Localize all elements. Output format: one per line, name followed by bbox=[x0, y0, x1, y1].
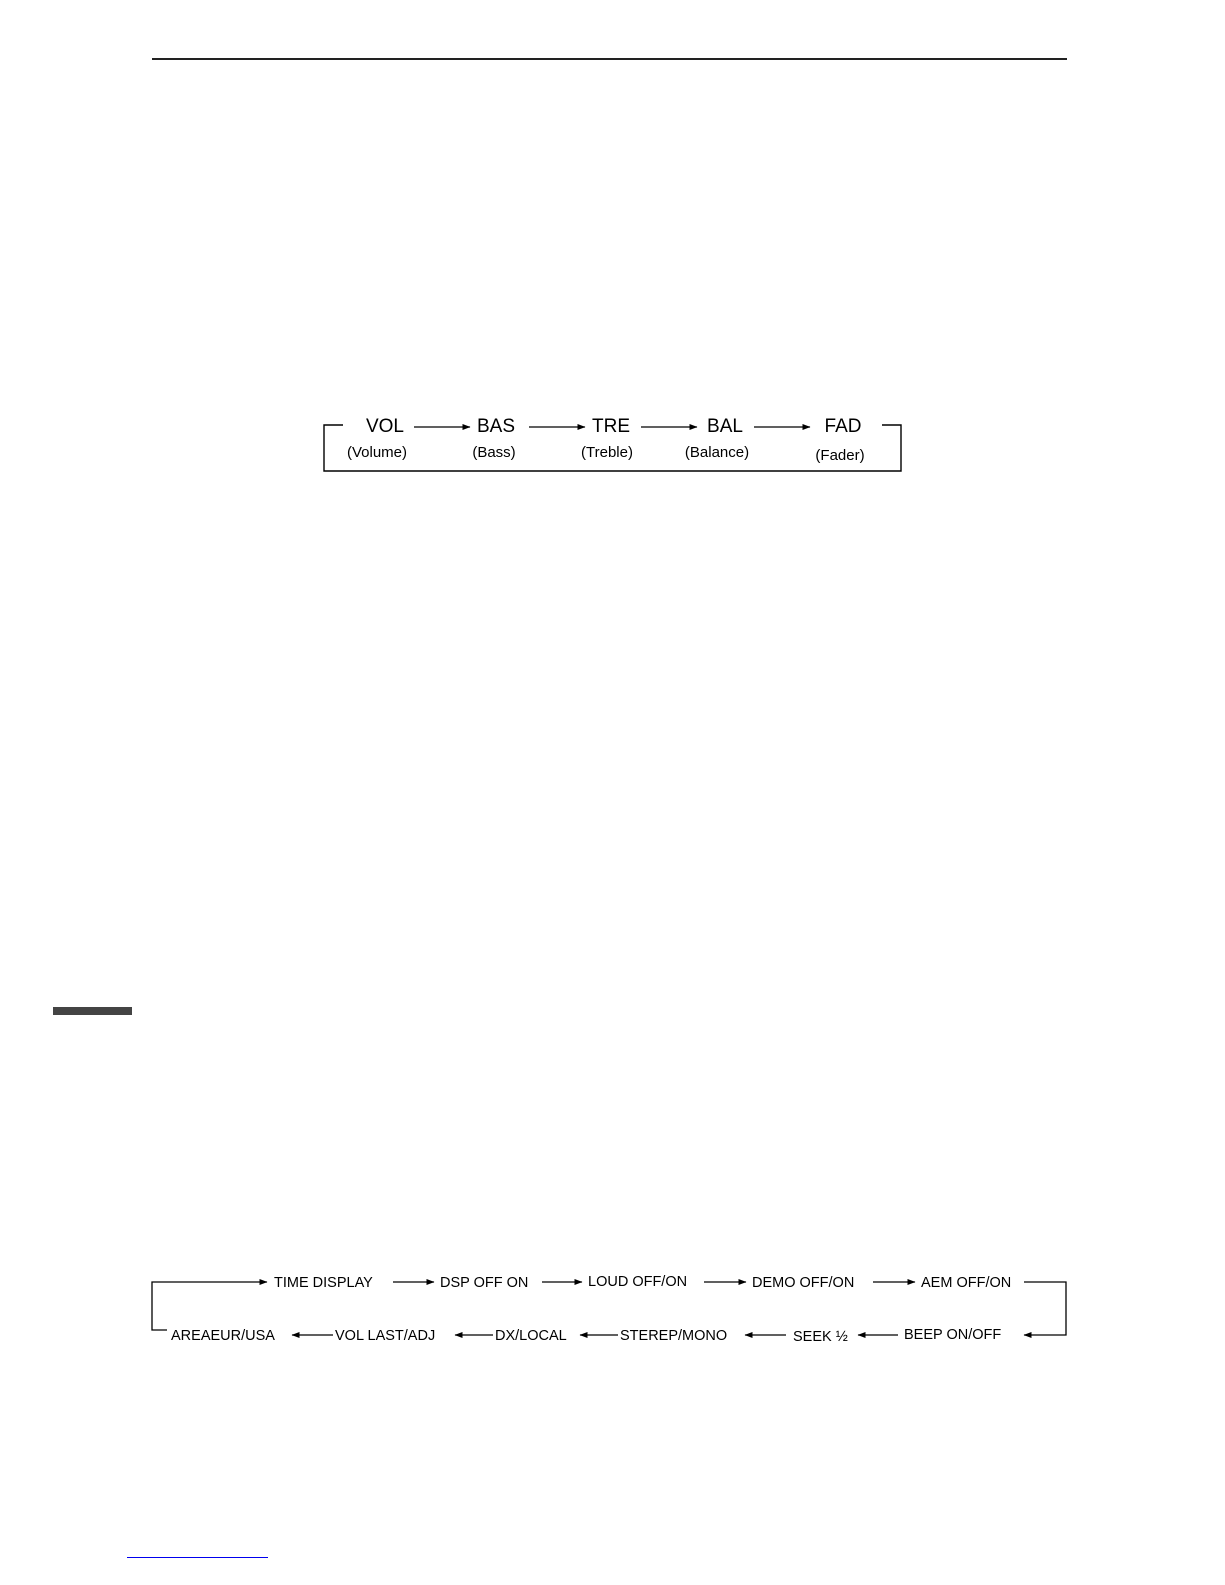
audio-step-abbr: FAD bbox=[824, 416, 862, 437]
setup-step: AREAEUR/USA bbox=[171, 1328, 275, 1344]
setup-step: VOL LAST/ADJ bbox=[335, 1328, 436, 1344]
audio-step-full: (Fader) bbox=[815, 447, 865, 464]
audio-cycle-diagram bbox=[324, 416, 901, 471]
setup-step: STEREP/MONO bbox=[620, 1328, 728, 1344]
setup-cycle-diagram bbox=[152, 1274, 1066, 1345]
audio-step-full: (Balance) bbox=[684, 444, 750, 461]
setup-step: DX/LOCAL bbox=[495, 1328, 567, 1344]
audio-step-abbr: BAS bbox=[476, 416, 516, 437]
setup-step: AEM OFF/ON bbox=[921, 1275, 1012, 1291]
setup-step: DSP OFF ON bbox=[440, 1275, 529, 1291]
audio-step-full: (Volume) bbox=[346, 444, 408, 461]
loop-return-arrow bbox=[152, 1282, 267, 1330]
setup-step: DEMO OFF/ON bbox=[752, 1275, 855, 1291]
setup-step: SEEK ½ bbox=[793, 1329, 848, 1345]
audio-step-full: (Treble) bbox=[581, 444, 633, 461]
audio-step-full: (Bass) bbox=[472, 444, 516, 461]
setup-step: LOUD OFF/ON bbox=[588, 1274, 688, 1290]
audio-step-abbr: VOL bbox=[365, 416, 405, 437]
loop-side-arrow bbox=[1024, 1282, 1066, 1335]
setup-step: BEEP ON/OFF bbox=[904, 1327, 1002, 1343]
audio-step-abbr: TRE bbox=[592, 416, 630, 437]
setup-step: TIME DISPLAY bbox=[274, 1275, 373, 1291]
audio-step-abbr: BAL bbox=[707, 416, 743, 437]
